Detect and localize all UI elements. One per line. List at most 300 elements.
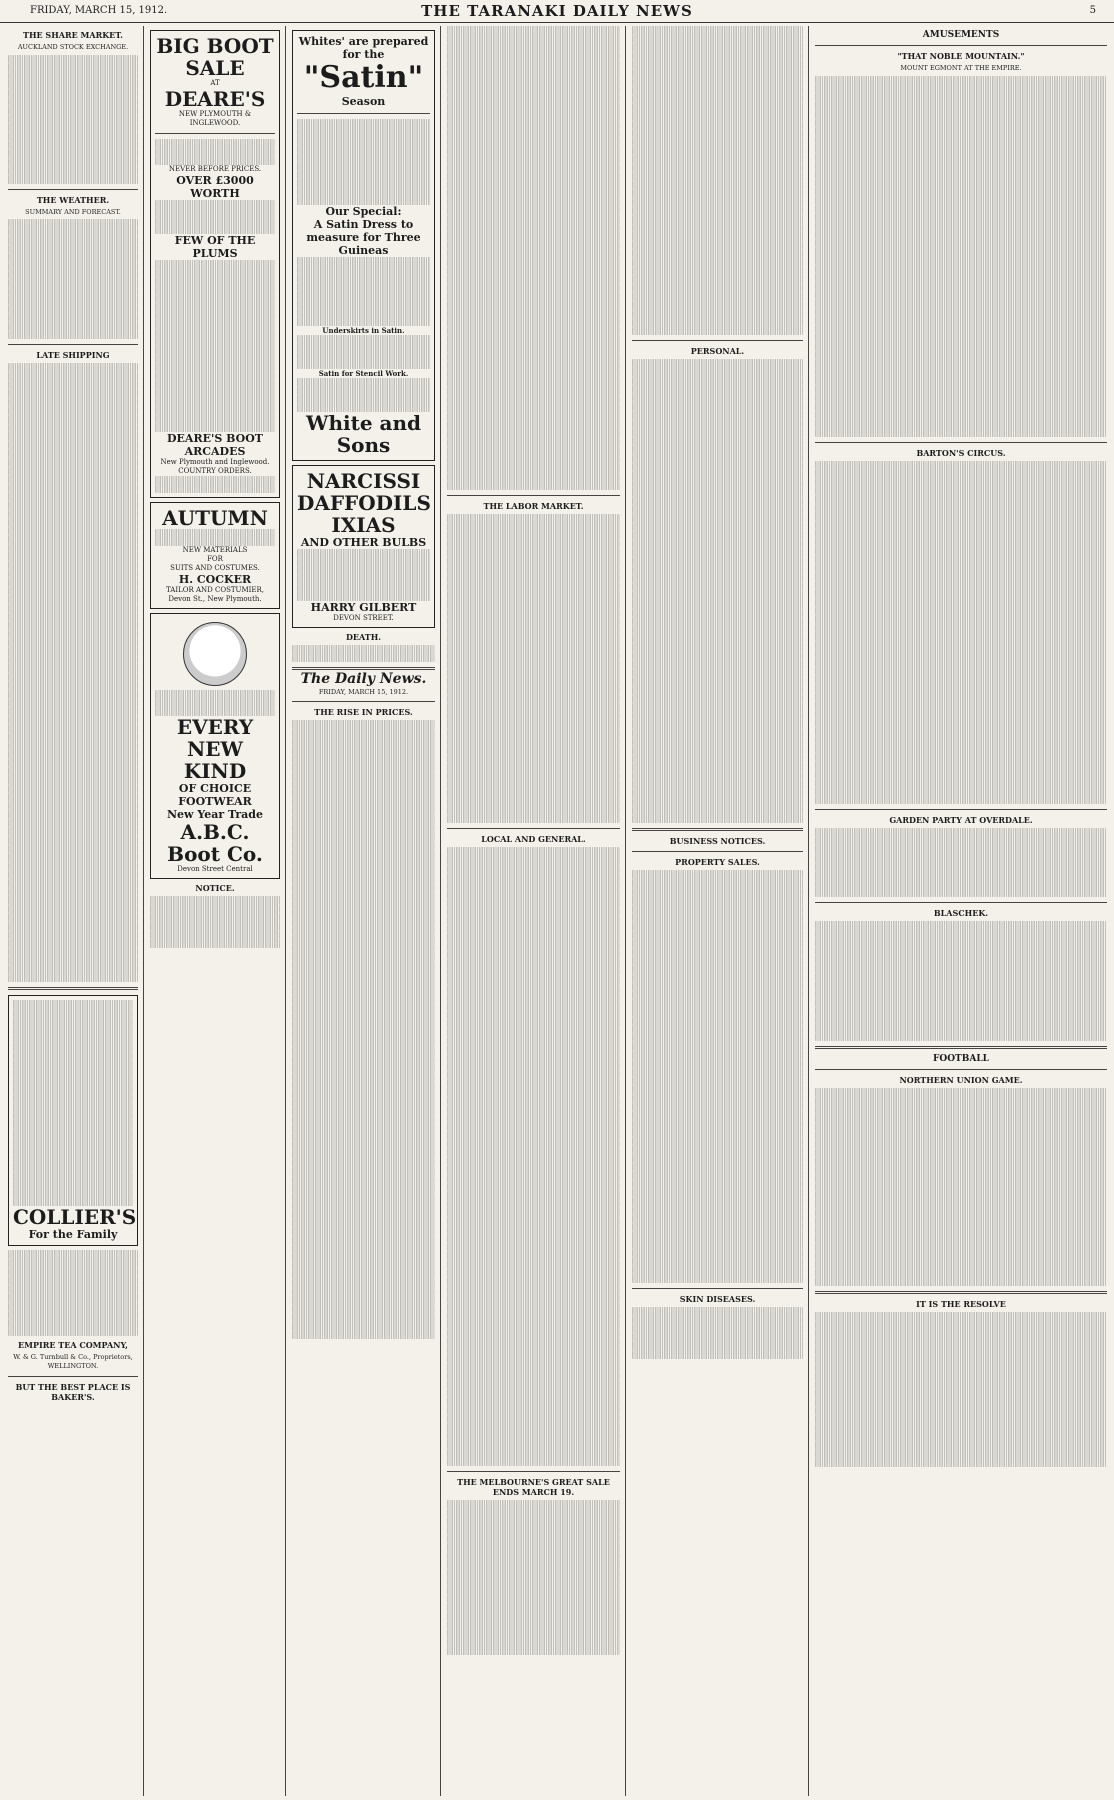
- text-line: [292, 1099, 435, 1108]
- text-line: [447, 1406, 620, 1415]
- text-line: [447, 1526, 620, 1535]
- text-line: [447, 712, 620, 721]
- text-line: [447, 1062, 620, 1071]
- text-line: [447, 1397, 620, 1406]
- text-line: [447, 1389, 620, 1398]
- text-line: [292, 918, 435, 927]
- text-line: [815, 325, 1107, 334]
- text-line: [447, 643, 620, 652]
- text-line: [292, 1210, 435, 1219]
- text-line: [632, 1154, 803, 1163]
- arcades-location: New Plymouth and Inglewood.: [160, 458, 270, 467]
- text-line: [815, 333, 1107, 342]
- text-line: [297, 119, 430, 128]
- text-line: [8, 707, 138, 716]
- column-6: [815, 26, 1107, 1796]
- text-line: [632, 591, 803, 600]
- text-line: [815, 1450, 1107, 1459]
- text-line: [815, 880, 1107, 889]
- text-line: [8, 1293, 138, 1302]
- text-line: [632, 1008, 803, 1017]
- text-line: [815, 632, 1107, 641]
- text-line: [632, 78, 803, 87]
- text-line: [447, 267, 620, 276]
- text-line: [815, 1226, 1107, 1235]
- text-line: [632, 514, 803, 523]
- text-line: [155, 699, 275, 708]
- text-line: [8, 1268, 138, 1277]
- text-line: [292, 763, 435, 772]
- text-line: [632, 931, 803, 940]
- text-line: [632, 939, 803, 948]
- text-line: [815, 127, 1107, 136]
- text-line: [632, 982, 803, 991]
- text-line: [155, 139, 275, 148]
- text-line: [632, 548, 803, 557]
- text-line: [447, 729, 620, 738]
- text-line: [292, 1047, 435, 1056]
- text-line: [815, 351, 1107, 360]
- text-line: [447, 172, 620, 181]
- text-line: [447, 617, 620, 626]
- text-line: [815, 1140, 1107, 1149]
- share-market-subheading: AUCKLAND STOCK EXCHANGE.: [17, 43, 129, 51]
- text-line: [297, 257, 430, 266]
- text-line: [815, 787, 1107, 796]
- text-line: [447, 387, 620, 396]
- text-line: [292, 654, 435, 663]
- text-line: [8, 913, 138, 922]
- text-line: [292, 1313, 435, 1322]
- text-line: [297, 283, 430, 292]
- text-line: [8, 845, 138, 854]
- text-line: [632, 129, 803, 138]
- text-line: [632, 948, 803, 957]
- text-line: [632, 574, 803, 583]
- text-line: [632, 1206, 803, 1215]
- text-line: [8, 819, 138, 828]
- text-line: [447, 292, 620, 301]
- text-line: [447, 249, 620, 258]
- text-block: [447, 26, 620, 490]
- empire-tea-sub: W. & G. Turnbull & Co., Proprietors, WELLINGTON.: [13, 1353, 133, 1370]
- text-line: [297, 317, 430, 326]
- text-line: [815, 213, 1107, 222]
- text-line: [815, 170, 1107, 179]
- column-rule: [285, 26, 286, 1796]
- text-line: [8, 458, 138, 467]
- text-line: [155, 217, 275, 226]
- text-line: [447, 523, 620, 532]
- text-line: [447, 1028, 620, 1037]
- text-line: [815, 1372, 1107, 1381]
- text-line: [297, 404, 430, 413]
- text-line: [292, 1296, 435, 1305]
- text-line: [632, 1128, 803, 1137]
- text-line: [815, 1424, 1107, 1433]
- text-line: [447, 1183, 620, 1192]
- text-line: [815, 1016, 1107, 1025]
- text-line: [292, 645, 435, 654]
- business-notices-heading: BUSINESS NOTICES.: [669, 836, 766, 847]
- text-line: [8, 484, 138, 493]
- text-line: [815, 1398, 1107, 1407]
- text-line: [815, 1024, 1107, 1033]
- amusements-heading: AMUSEMENTS: [922, 30, 1000, 40]
- notice-heading: NOTICE.: [195, 883, 235, 894]
- text-line: [292, 944, 435, 953]
- text-line: [632, 888, 803, 897]
- text-line: [8, 89, 138, 98]
- text-block: [150, 896, 280, 948]
- text-line: [447, 531, 620, 540]
- text-line: [632, 224, 803, 233]
- text-block: [632, 870, 803, 1283]
- text-line: [8, 656, 138, 665]
- text-line: [632, 557, 803, 566]
- text-line: [8, 166, 138, 175]
- text-line: [815, 205, 1107, 214]
- text-line: [292, 1150, 435, 1159]
- text-line: [632, 275, 803, 284]
- text-line: [447, 206, 620, 215]
- text-line: [815, 308, 1107, 317]
- text-line: [632, 913, 803, 922]
- text-line: [447, 370, 620, 379]
- text-line: [815, 624, 1107, 633]
- football-heading: FOOTBALL: [932, 1054, 989, 1065]
- text-line: [815, 615, 1107, 624]
- text-line: [632, 480, 803, 489]
- text-line: [815, 512, 1107, 521]
- text-line: [8, 888, 138, 897]
- text-line: [447, 1037, 620, 1046]
- text-line: [155, 303, 275, 312]
- white-and-sons: White and Sons: [305, 411, 421, 458]
- text-line: [632, 999, 803, 1008]
- text-line: [815, 290, 1107, 299]
- text-line: [632, 815, 803, 824]
- text-line: [632, 720, 803, 729]
- column-5: [632, 26, 803, 1796]
- text-line: [447, 413, 620, 422]
- editorial-date: FRIDAY, MARCH 15, 1912.: [318, 687, 409, 696]
- text-line: [8, 141, 138, 150]
- text-line: [632, 454, 803, 463]
- text-line: [447, 755, 620, 764]
- text-line: [8, 527, 138, 536]
- text-line: [292, 720, 435, 729]
- text-line: [815, 564, 1107, 573]
- text-line: [292, 978, 435, 987]
- text-line: [292, 909, 435, 918]
- few-of-the-plums: FEW OF THE PLUMS: [174, 234, 256, 261]
- text-line: [292, 1038, 435, 1047]
- text-line: [815, 770, 1107, 779]
- text-line: [815, 1088, 1107, 1097]
- text-line: [815, 727, 1107, 736]
- text-line: [447, 1226, 620, 1235]
- text-line: [447, 1140, 620, 1149]
- text-line: [8, 262, 138, 271]
- text-line: [447, 327, 620, 336]
- text-block: [815, 461, 1107, 805]
- text-line: [815, 753, 1107, 762]
- text-line: [8, 647, 138, 656]
- text-line: [447, 574, 620, 583]
- text-line: [632, 267, 803, 276]
- text-line: [632, 566, 803, 575]
- text-line: [447, 1054, 620, 1063]
- text-line: [632, 634, 803, 643]
- text-line: [292, 970, 435, 979]
- text-line: [447, 847, 620, 856]
- text-line: [447, 146, 620, 155]
- text-block: [447, 1500, 620, 1655]
- text-line: [297, 145, 430, 154]
- text-line: [632, 974, 803, 983]
- text-line: [632, 798, 803, 807]
- text-line: [292, 841, 435, 850]
- never-before-prices: NEVER BEFORE PRICES.: [168, 164, 262, 173]
- text-line: [632, 1257, 803, 1266]
- text-line: [815, 538, 1107, 547]
- text-line: [632, 310, 803, 319]
- text-line: [815, 1174, 1107, 1183]
- text-line: [632, 155, 803, 164]
- text-line: [447, 600, 620, 609]
- text-line: [292, 755, 435, 764]
- text-line: [447, 882, 620, 891]
- text-line: [292, 952, 435, 961]
- text-block: [815, 1088, 1107, 1286]
- text-line: [632, 660, 803, 669]
- text-line: [447, 968, 620, 977]
- text-block: [8, 363, 138, 982]
- text-line: [8, 98, 138, 107]
- text-line: [632, 1188, 803, 1197]
- text-line: [8, 123, 138, 132]
- text-line: [815, 1381, 1107, 1390]
- text-line: [632, 1324, 803, 1333]
- text-line: [447, 1543, 620, 1552]
- text-line: [632, 428, 803, 437]
- text-line: [632, 1025, 803, 1034]
- text-line: [8, 1302, 138, 1311]
- text-line: [447, 430, 620, 439]
- text-line: [447, 1088, 620, 1097]
- text-line: [632, 677, 803, 686]
- text-line: [447, 95, 620, 104]
- text-line: [815, 316, 1107, 325]
- text-line: [8, 331, 138, 340]
- text-line: [815, 1260, 1107, 1269]
- text-line: [447, 121, 620, 130]
- text-line: [815, 581, 1107, 590]
- text-line: [447, 1148, 620, 1157]
- text-line: [447, 899, 620, 908]
- text-line: [292, 806, 435, 815]
- text-line: [292, 746, 435, 755]
- text-line: [292, 1004, 435, 1013]
- text-line: [632, 60, 803, 69]
- text-line: [447, 318, 620, 327]
- text-line: [815, 1346, 1107, 1355]
- text-line: [155, 363, 275, 372]
- text-line: [8, 475, 138, 484]
- text-line: [447, 959, 620, 968]
- text-line: [447, 1286, 620, 1295]
- text-line: [447, 52, 620, 61]
- text-line: [155, 538, 275, 547]
- text-line: [815, 607, 1107, 616]
- text-line: [447, 378, 620, 387]
- text-line: [815, 718, 1107, 727]
- satin-title: "Satin": [303, 60, 424, 95]
- text-line: [815, 179, 1107, 188]
- text-line: [8, 716, 138, 725]
- text-line: [815, 419, 1107, 428]
- text-line: [447, 275, 620, 284]
- text-line: [8, 664, 138, 673]
- text-line: [632, 189, 803, 198]
- text-line: [815, 504, 1107, 513]
- whites-prepared: Whites' are prepared for the: [298, 35, 429, 61]
- daffodils: DAFFODILS: [297, 491, 431, 516]
- text-line: [815, 136, 1107, 145]
- text-line: [8, 673, 138, 682]
- text-line: [155, 346, 275, 355]
- text-line: [8, 630, 138, 639]
- text-line: [632, 301, 803, 310]
- text-line: [297, 196, 430, 205]
- text-line: [815, 394, 1107, 403]
- text-line: [815, 1321, 1107, 1330]
- text-line: [815, 658, 1107, 667]
- text-line: [447, 1131, 620, 1140]
- text-line: [447, 1517, 620, 1526]
- text-line: [632, 523, 803, 532]
- text-line: [632, 181, 803, 190]
- text-line: [447, 1586, 620, 1595]
- text-line: [13, 1052, 133, 1061]
- text-line: [815, 1312, 1107, 1321]
- text-line: [447, 1595, 620, 1604]
- text-line: [447, 353, 620, 362]
- text-line: [292, 1030, 435, 1039]
- text-line: [13, 1060, 133, 1069]
- text-line: [292, 995, 435, 1004]
- resolve-heading: IT IS THE RESOLVE: [916, 1299, 1006, 1309]
- text-line: [632, 368, 803, 377]
- text-line: [292, 961, 435, 970]
- text-line: [815, 1166, 1107, 1175]
- text-line: [632, 600, 803, 609]
- text-line: [447, 1569, 620, 1578]
- text-line: [632, 445, 803, 454]
- text-line: [447, 112, 620, 121]
- text-line: [447, 35, 620, 44]
- text-line: [632, 394, 803, 403]
- text-line: [632, 488, 803, 497]
- text-line: [8, 767, 138, 776]
- cocker-address: TAILOR AND COSTUMIER, Devon St., New Plymouth.: [165, 586, 264, 604]
- text-line: [447, 1423, 620, 1432]
- text-line: [632, 626, 803, 635]
- text-line: [815, 955, 1107, 964]
- labor-market-heading: THE LABOR MARKET.: [483, 501, 584, 512]
- text-line: [632, 1163, 803, 1172]
- text-line: [815, 828, 1107, 837]
- text-line: [447, 1363, 620, 1372]
- text-line: [8, 853, 138, 862]
- text-line: [447, 155, 620, 164]
- text-line: [815, 779, 1107, 788]
- editorial-text: [292, 720, 435, 1339]
- text-line: [815, 990, 1107, 999]
- text-line: [815, 265, 1107, 274]
- text-line: [155, 485, 275, 494]
- text-line: [447, 69, 620, 78]
- text-line: [292, 824, 435, 833]
- text-line: [632, 198, 803, 207]
- text-line: [292, 815, 435, 824]
- text-line: [632, 1223, 803, 1232]
- text-line: [815, 998, 1107, 1007]
- text-line: [632, 1274, 803, 1283]
- text-line: [632, 609, 803, 618]
- text-line: [447, 1638, 620, 1647]
- suits-costumes: SUITS AND COSTUMES.: [170, 564, 260, 573]
- text-line: [292, 1202, 435, 1211]
- text-line: [815, 239, 1107, 248]
- text-line: [447, 1440, 620, 1449]
- text-line: [632, 411, 803, 420]
- text-line: [447, 908, 620, 917]
- text-line: [447, 916, 620, 925]
- text-line: [632, 991, 803, 1000]
- text-line: [632, 437, 803, 446]
- text-line: [292, 849, 435, 858]
- text-line: [815, 486, 1107, 495]
- text-line: [815, 1364, 1107, 1373]
- text-line: [297, 171, 430, 180]
- text-line: [447, 1019, 620, 1028]
- text-line: [155, 295, 275, 304]
- page-number: 5: [1089, 5, 1096, 16]
- text-line: [8, 793, 138, 802]
- text-line: [155, 269, 275, 278]
- new-materials: NEW MATERIALS: [182, 546, 248, 555]
- text-line: [155, 423, 275, 432]
- text-line: [632, 763, 803, 772]
- text-line: [632, 121, 803, 130]
- text-line: [447, 514, 620, 523]
- text-line: [8, 106, 138, 115]
- text-line: [632, 1333, 803, 1342]
- text-line: [815, 119, 1107, 128]
- text-line: [815, 701, 1107, 710]
- text-line: [13, 1078, 133, 1087]
- text-line: [292, 1279, 435, 1288]
- text-line: [632, 112, 803, 121]
- text-line: [447, 626, 620, 635]
- text-line: [447, 856, 620, 865]
- text-line: [447, 396, 620, 405]
- text-line: [447, 669, 620, 678]
- text-line: [632, 284, 803, 293]
- text-line: [632, 206, 803, 215]
